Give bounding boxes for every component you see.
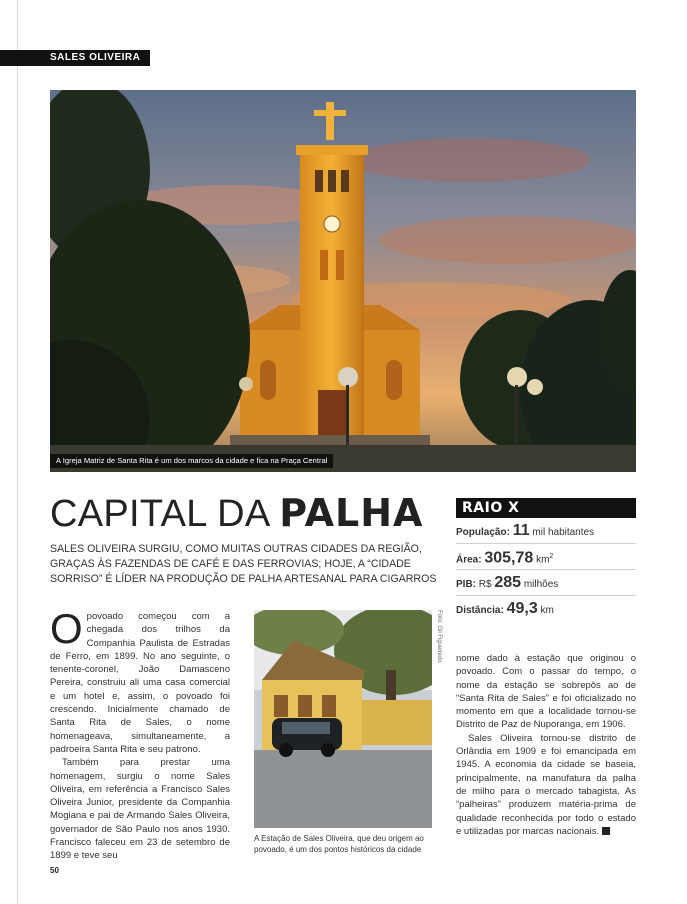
raio-x-row-pib	[456, 570, 636, 596]
raio-x-box	[456, 498, 636, 621]
raio-x-row-distancia	[456, 596, 636, 621]
body-paragraph	[50, 605, 230, 756]
photo-credit-text: Foto: Gil Figueiredo	[436, 610, 442, 663]
raio-x-superscript: 2	[549, 553, 554, 560]
article-column-3	[456, 652, 636, 838]
station-photo	[254, 610, 432, 828]
body-text: Sales Oliveira tornou-se distrito de Orlândia em 1909 e foi emancipada em 1945. A economia da cidade se baseia, principalmente, na manufatura da palha de milho para o mercado tabagista. As “palheiras” produzem matéria-prima de qualidade reconhecida por todo o estado e utilizadas por marcas nacionais.	[456, 732, 636, 837]
end-of-article-icon	[602, 827, 610, 835]
body-paragraph	[456, 732, 636, 838]
raio-x-unit: km	[537, 605, 554, 616]
raio-x-label: Distância:	[456, 605, 504, 616]
section-tag: SALES OLIVEIRA	[0, 50, 150, 66]
drop-cap: O	[50, 605, 83, 652]
raio-x-unit: km	[533, 554, 550, 566]
raio-x-value: 305,78	[484, 549, 534, 567]
raio-x-value: 285	[494, 574, 522, 591]
raio-x-label: PIB:	[456, 579, 476, 590]
hero-photo-caption: A Igreja Matriz de Santa Rita é um dos marcos da cidade e fica na Praça Central	[50, 454, 333, 468]
headline-bold: PALHA	[279, 491, 424, 535]
raio-x-unit: milhões	[521, 579, 559, 590]
body-paragraph: Também para prestar uma homenagem, surgiu o nome Sales Oliveira, em referência a Francisco Sales Oliveira Junior, presidente da Companhia Mogiana e pai de Armando Sales Oliveira, governador de São Paulo nos anos 1930. Francisco faleceu em 23 de setembro de 1899 e teve seu	[50, 757, 230, 862]
photo-credit	[433, 610, 443, 670]
station-photo-caption: A Estação de Sales Oliveira, que deu origem ao povoado, é um dos pontos históricos da cidade	[254, 834, 424, 854]
article-deck: SALES OLIVEIRA SURGIU, COMO MUITAS OUTRAS CIDADES DA REGIÃO, GRAÇAS ÀS FAZENDAS DE CAFÉ E DAS FERROVIAS; HOJE, A “CIDADE SORRISO” É LÍDER NA PRODUÇÃO DE PALHA ARTESANAL PARA CIGARROS	[50, 543, 437, 585]
article-headline	[50, 492, 423, 535]
hero-photo-church	[50, 90, 636, 472]
raio-x-row-area	[456, 544, 636, 570]
raio-x-value: 49,3	[506, 600, 538, 617]
raio-x-label: Área:	[456, 554, 482, 566]
page-margin-rule	[17, 0, 18, 904]
body-paragraph: nome dado à estação que originou o povoado. Com o passar do tempo, o nome da estação se sobrepôs ao de “Santa Rita de Sales” e foi oficializado no momento em que a localidade tornou-se Distrito de Paz de Nuporanga, em 1906.	[456, 653, 636, 731]
raio-x-row-populacao	[456, 518, 636, 544]
raio-x-label: População:	[456, 527, 510, 538]
raio-x-value: 11	[512, 522, 530, 539]
raio-x-prefix: R$	[476, 579, 495, 590]
raio-x-unit: mil habitantes	[529, 527, 595, 538]
page-number: 50	[50, 866, 59, 875]
raio-x-title: RAIO X	[456, 498, 636, 518]
article-column-1	[50, 605, 230, 863]
body-text: povoado começou com a chegada dos trilhos da Companhia Paulista de Estradas de Ferro, em 1899. No ano seguinte, o tenente-coronel, João Damasceno Pereira, construiu ali uma casa comercial e um hotel e, assim, o povoado foi crescendo. Inicialmente chamado de Santa Rita de Sales, o nome homenageava, simultaneamente, a padroeira Santa Rita e seu patrono.	[50, 611, 230, 755]
headline-light: CAPITAL DA	[50, 493, 269, 535]
